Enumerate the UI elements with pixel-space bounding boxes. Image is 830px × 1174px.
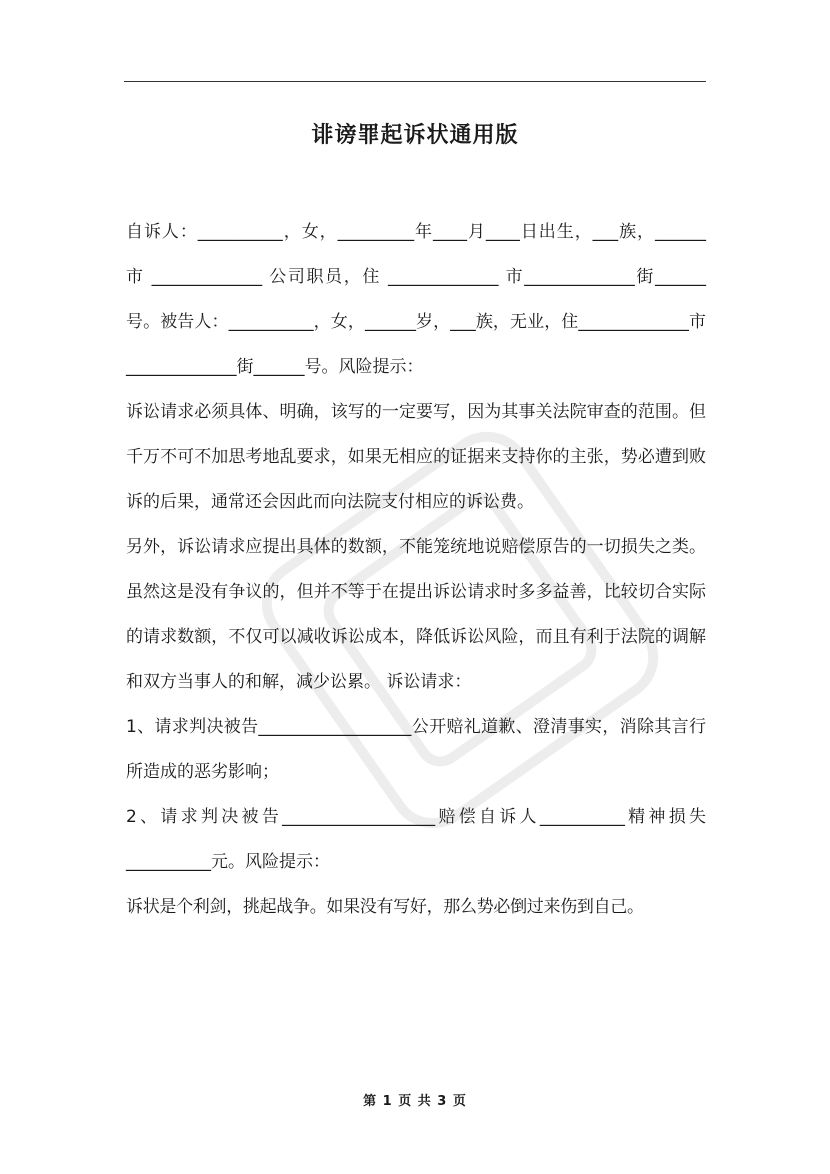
paragraph-claim-1: 1、请求判决被告__________________公开赔礼道歉、澄清事实，消除其言行所造成的恶劣影响； [126, 717, 706, 782]
document-title: 诽谤罪起诉状通用版 [311, 123, 519, 148]
header-rule [124, 81, 706, 82]
paragraph-claims-amount: 另外，诉讼请求应提出具体的数额，不能笼统地说赔偿原告的一切损失之类。虽然这是没有争议的，但并不等于在提出诉讼请求时多多益善，比较切合实际的请求数额，不仅可以减收诉讼成本，降低诉讼风险，而且有利于法院的调解和双方当事人的和解，减少讼累。 诉讼请求： [126, 537, 706, 692]
paragraph-claim-2: 2、请求判决被告__________________赔偿自诉人__________精神损失__________元。风险提示： [126, 807, 706, 872]
document-body [126, 210, 706, 930]
paragraph-parties: 自诉人：__________，女，_________年____月____日出生，___族，______ 市 _____________ 公司职员，住 _____________ 市_____________街______号。被告人：__________，女，______岁，___族，无业，住_____________市_____________街______号。风险提示： [126, 222, 706, 377]
page-footer: 第 1 页 共 3 页 [363, 1094, 467, 1109]
paragraph-warning: 诉状是个利剑，挑起战争。如果没有写好，那么势必倒过来伤到自己。 [126, 897, 644, 917]
paragraph-claims-specific: 诉讼请求必须具体、明确，该写的一定要写，因为其事关法院审查的范围。但千万不可不加思考地乱要求，如果无相应的证据来支持你的主张，势必遭到败诉的后果，通常还会因此而向法院支付相应的诉讼费。 [126, 402, 706, 512]
